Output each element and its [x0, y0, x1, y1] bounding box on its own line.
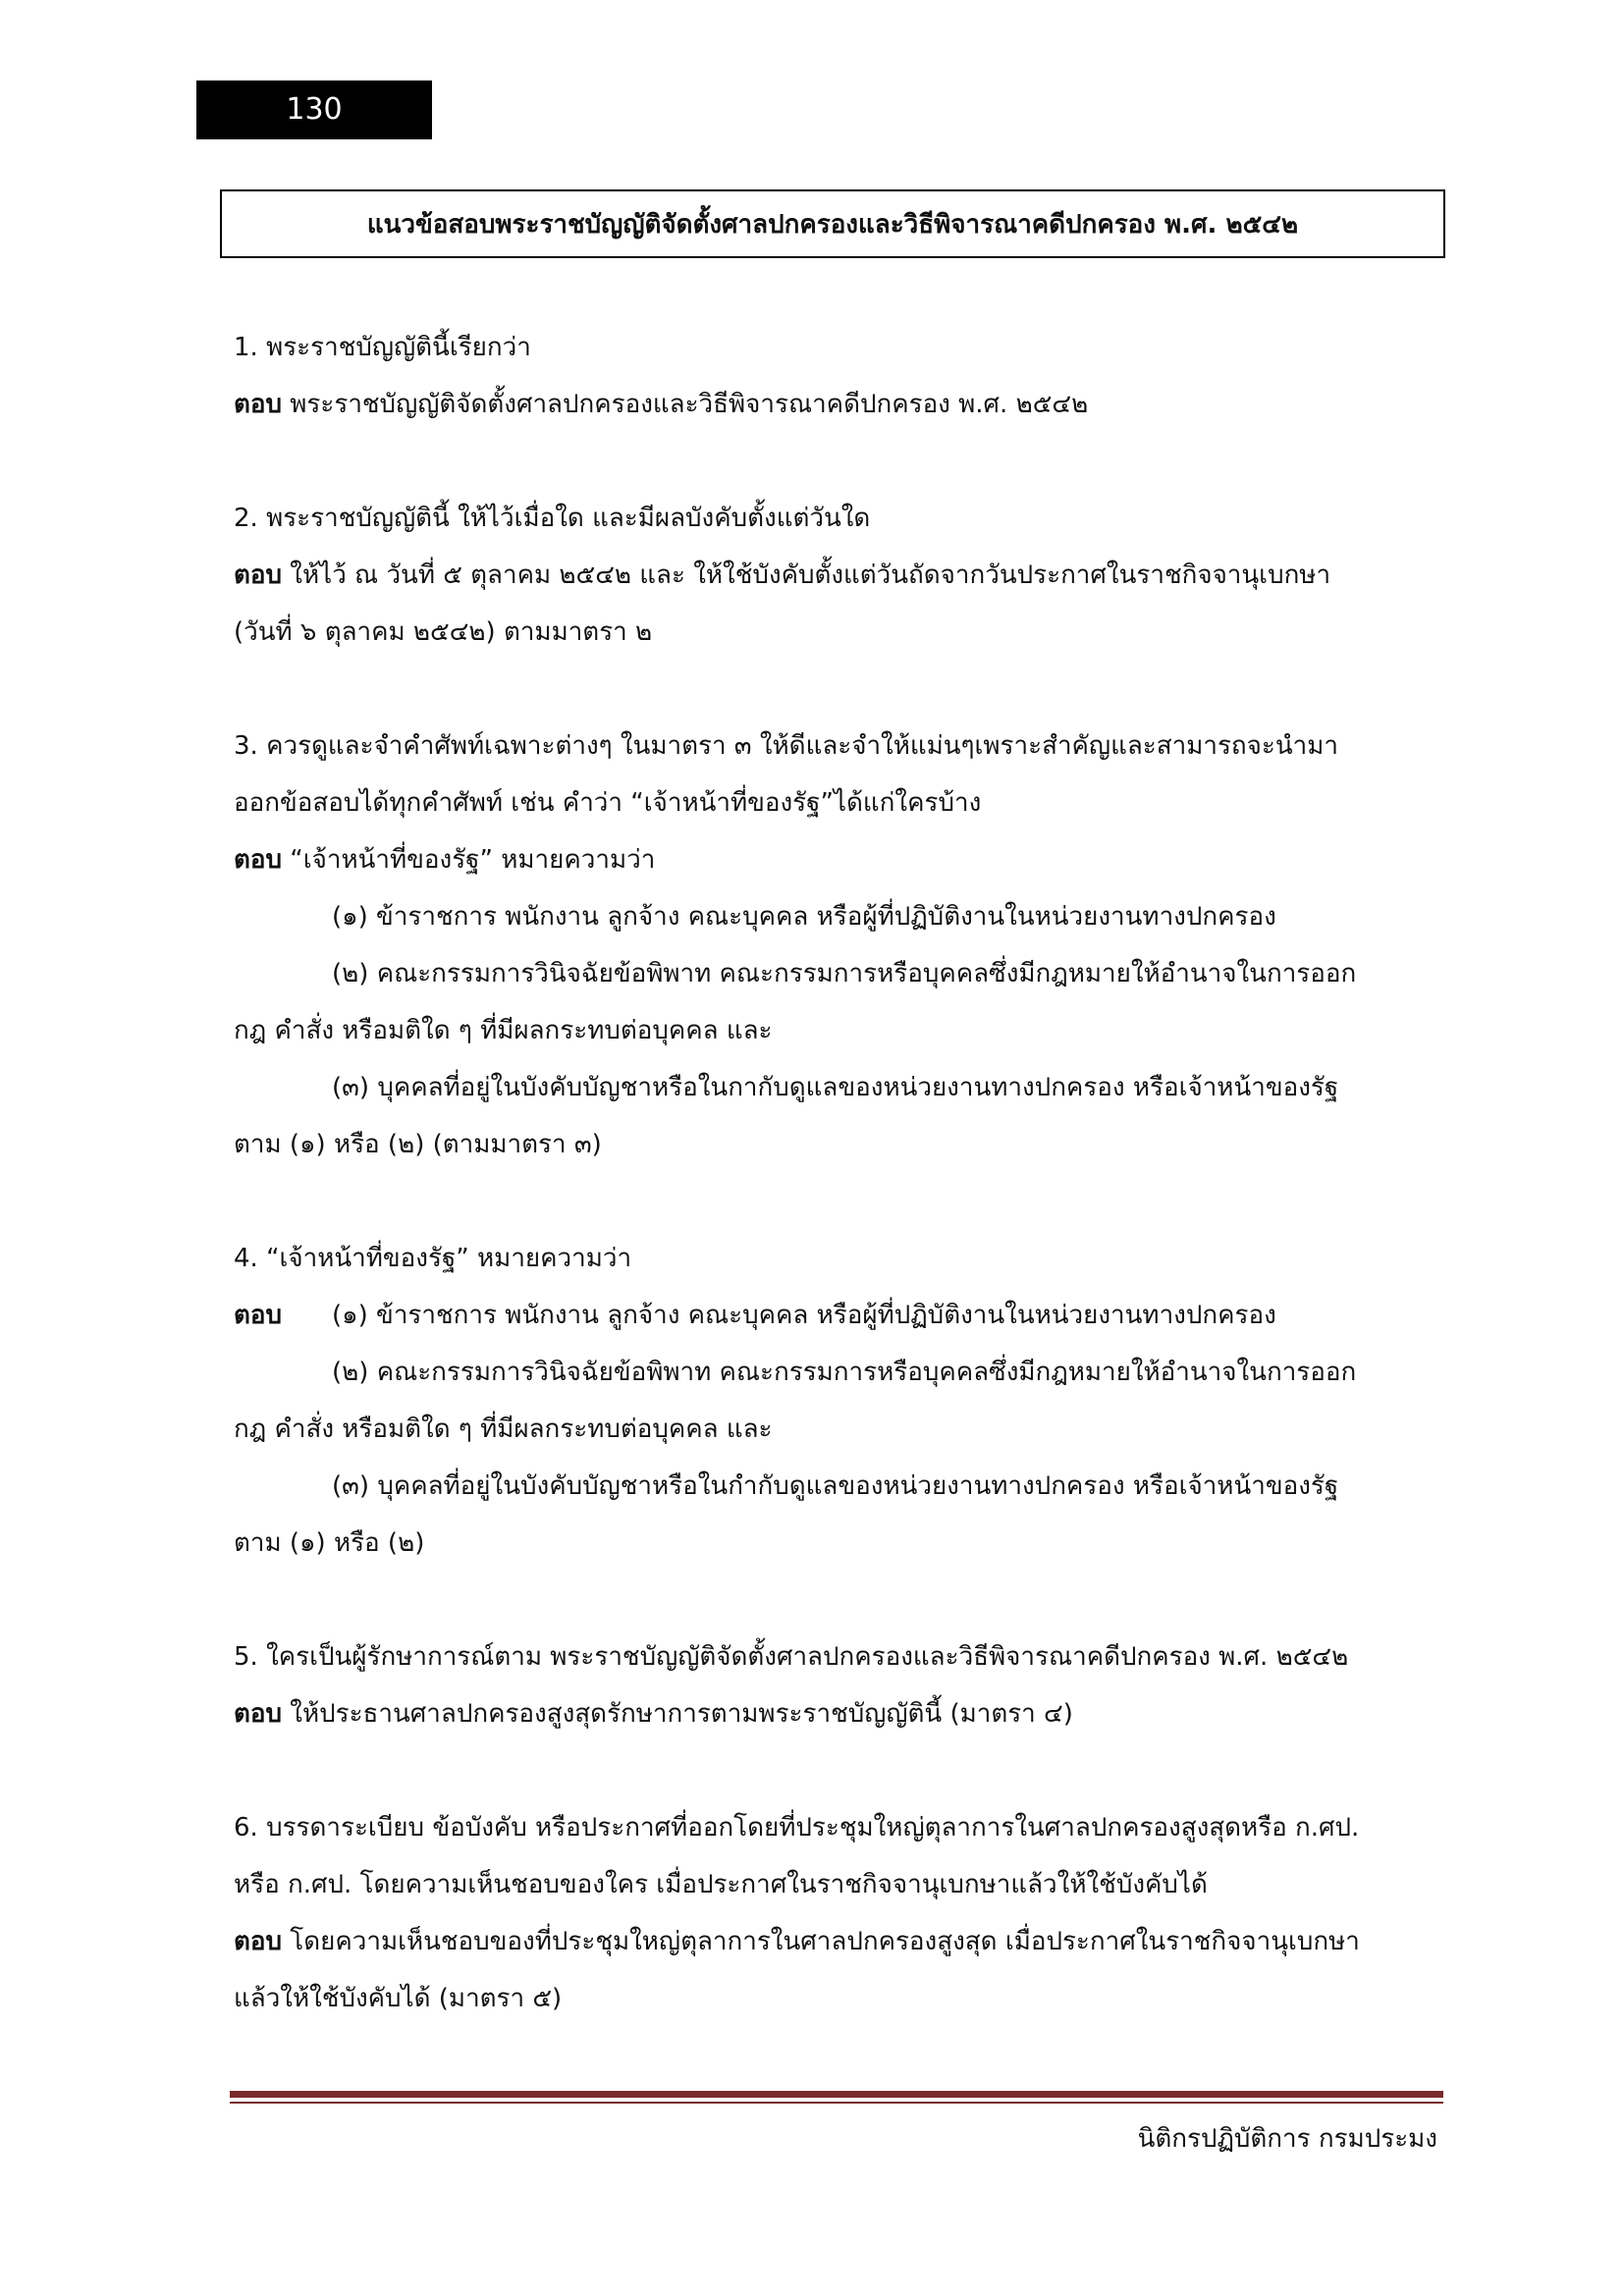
answer-label: ตอบ [234, 561, 283, 590]
question-2: 2. พระราชบัญญัตินี้ ให้ไว้เมื่อใด และมีผลบังคับตั้งแต่วันใด [234, 504, 871, 533]
page-number: 130 [196, 80, 432, 139]
answer-label: ตอบ [234, 1927, 283, 1956]
answer-6-text-line2: แล้วให้ใช้บังคับได้ (มาตรา ๕) [234, 1984, 563, 2013]
answer-label: ตอบ [234, 1699, 283, 1729]
answer-3-text: “เจ้าหน้าที่ของรัฐ” หมายความว่า [282, 845, 656, 875]
answer-2-text-line2: (วันที่ ๖ ตุลาคม ๒๕๔๒) ตามมาตรา ๒ [234, 617, 653, 647]
answer-6 [234, 1913, 1432, 1970]
answer-4-item-1: (๑) ข้าราชการ พนักงาน ลูกจ้าง คณะบุคคล หรือผู้ที่ปฏิบัติงานในหน่วยงานทางปกครอง [332, 1301, 1276, 1330]
question-4: 4. “เจ้าหน้าที่ของรัฐ” หมายความว่า [234, 1244, 632, 1273]
answer-3-item-3-line2: ตาม (๑) หรือ (๒) (ตามมาตรา ๓) [234, 1130, 602, 1159]
document-title: แนวข้อสอบพระราชบัญญัติจัดตั้งศาลปกครองและวิธีพิจารณาคดีปกครอง พ.ศ. ๒๕๔๒ [220, 189, 1445, 258]
answer-3-item-3-line1: (๓) บุคคลที่อยู่ในบังคับบัญชาหรือในกากับดูแลของหน่วยงานทางปกครอง หรือเจ้าหน้าของรัฐ [332, 1073, 1339, 1102]
answer-6-text-line1: โดยความเห็นชอบของที่ประชุมใหญ่ตุลาการในศาลปกครองสูงสุด เมื่อประกาศในราชกิจจานุเบกษา [282, 1927, 1360, 1956]
answer-3 [234, 831, 1432, 888]
answer-3-item-2-line2: กฎ คำสั่ง หรือมติใด ๆ ที่มีผลกระทบต่อบุคคล และ [234, 1016, 773, 1045]
answer-4-item-2-line1: (๒) คณะกรรมการวินิจฉัยข้อพิพาท คณะกรรมการหรือบุคคลซึ่งมีกฎหมายให้อำนาจในการออก [332, 1358, 1357, 1387]
question-3-line1: 3. ควรดูและจำคำศัพท์เฉพาะต่างๆ ในมาตรา ๓ ให้ดีและจำให้แม่นๆเพราะสำคัญและสามารถจะนำมา [234, 731, 1338, 761]
question-6-line1: 6. บรรดาระเบียบ ข้อบังคับ หรือประกาศที่ออกโดยที่ประชุมใหญ่ตุลาการในศาลปกครองสูงสุดหรือ ก.ศป. [234, 1813, 1360, 1842]
answer-4 [234, 1287, 1432, 1344]
answer-2-text-line1: ให้ไว้ ณ วันที่ ๕ ตุลาคม ๒๕๔๒ และ ให้ใช้บังคับตั้งแต่วันถัดจากวันประกาศในราชกิจจานุเบกษา [282, 561, 1331, 590]
answer-5 [234, 1685, 1432, 1742]
document-body [234, 319, 1432, 2027]
footer-rule-thin [230, 2102, 1443, 2104]
answer-4-item-3-line1: (๓) บุคคลที่อยู่ในบังคับบัญชาหรือในกำกับดูแลของหน่วยงานทางปกครอง หรือเจ้าหน้าของรัฐ [332, 1471, 1339, 1501]
answer-1 [234, 376, 1432, 433]
question-3-line2: ออกข้อสอบได้ทุกคำศัพท์ เช่น คำว่า “เจ้าหน้าที่ของรัฐ”ได้แก่ใครบ้าง [234, 788, 982, 818]
footer-rule [230, 2091, 1443, 2098]
answer-2 [234, 547, 1432, 604]
answer-3-item-1: (๑) ข้าราชการ พนักงาน ลูกจ้าง คณะบุคคล หรือผู้ที่ปฏิบัติงานในหน่วยงานทางปกครอง [332, 902, 1276, 932]
answer-3-item-2-line1: (๒) คณะกรรมการวินิจฉัยข้อพิพาท คณะกรรมการหรือบุคคลซึ่งมีกฎหมายให้อำนาจในการออก [332, 959, 1357, 988]
answer-label: ตอบ [234, 390, 283, 419]
answer-label: ตอบ [234, 1301, 283, 1330]
question-5: 5. ใครเป็นผู้รักษาการณ์ตาม พระราชบัญญัติจัดตั้งศาลปกครองและวิธีพิจารณาคดีปกครอง พ.ศ. ๒๕๔๒ [234, 1642, 1349, 1672]
answer-4-item-3-line2: ตาม (๑) หรือ (๒) [234, 1528, 425, 1558]
answer-4-item-2-line2: กฎ คำสั่ง หรือมติใด ๆ ที่มีผลกระทบต่อบุคคล และ [234, 1415, 773, 1444]
answer-label: ตอบ [234, 845, 283, 875]
answer-5-text: ให้ประธานศาลปกครองสูงสุดรักษาการตามพระราชบัญญัตินี้ (มาตรา ๔) [282, 1699, 1073, 1729]
footer-text: นิติกรปฏิบัติการ กรมประมง [1137, 2124, 1437, 2154]
question-1: 1. พระราชบัญญัตินี้เรียกว่า [234, 333, 531, 362]
question-6-line2: หรือ ก.ศป. โดยความเห็นชอบของใคร เมื่อประกาศในราชกิจจานุเบกษาแล้วให้ใช้บังคับได้ [234, 1870, 1208, 1899]
answer-1-text: พระราชบัญญัติจัดตั้งศาลปกครองและวิธีพิจารณาคดีปกครอง พ.ศ. ๒๕๔๒ [282, 390, 1089, 419]
